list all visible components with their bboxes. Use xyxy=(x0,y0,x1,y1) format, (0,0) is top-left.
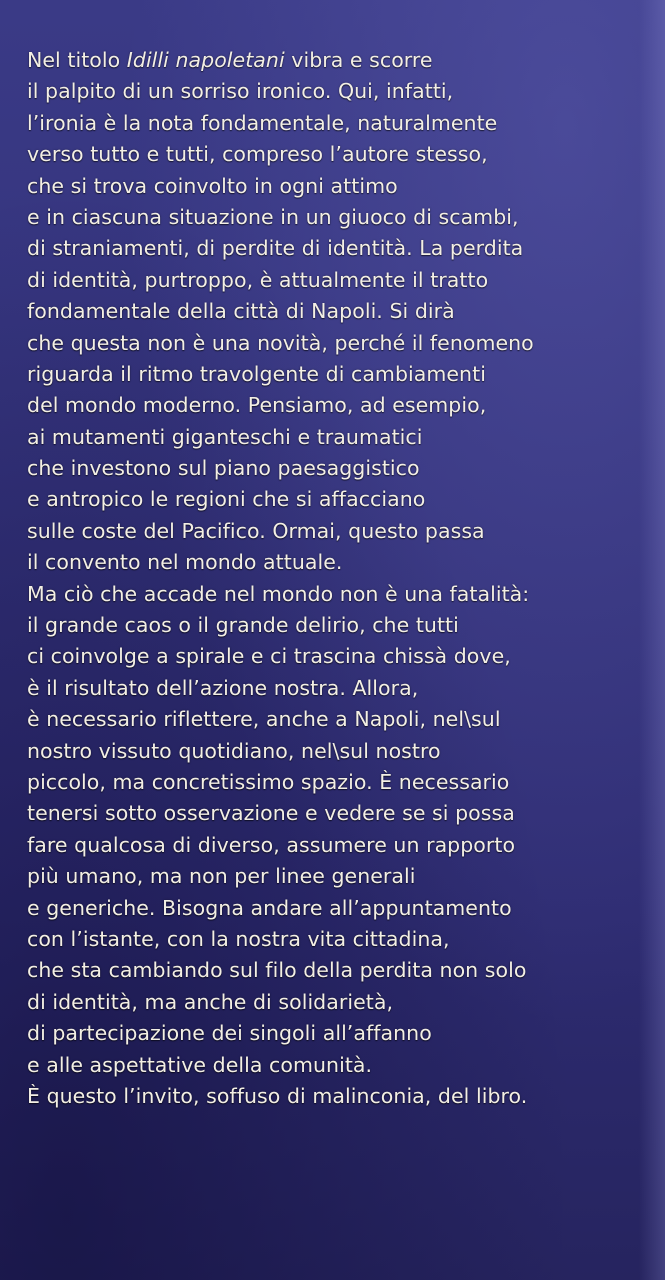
book-title: Idilli napoletani xyxy=(126,48,285,72)
blurb-line: il convento nel mondo attuale. xyxy=(27,550,343,575)
blurb-line: il grande caos o il grande delirio, che tutti xyxy=(27,613,459,638)
blurb-line xyxy=(27,45,652,76)
blurb-line: fare qualcosa di diverso, assumere un rapporto xyxy=(27,832,516,857)
blurb-line: e in ciascuna situazione in un giuoco di scambi, xyxy=(27,204,519,229)
blurb-line: tenersi sotto osservazione e vedere se si possa xyxy=(27,801,515,826)
blurb-line: e antropico le regioni che si affacciano xyxy=(27,487,426,512)
blurb-line: di partecipazione dei singoli all’affanno xyxy=(27,1021,432,1046)
blurb-line: con l’istante, con la nostra vita cittadina, xyxy=(27,926,450,951)
blurb-line: ai mutamenti giganteschi e traumatici xyxy=(27,424,423,449)
blurb-line: che sta cambiando sul filo della perdita non solo xyxy=(27,958,527,983)
blurb-line: più umano, ma non per linee generali xyxy=(27,864,416,889)
blurb-line: sulle coste del Pacifico. Ormai, questo passa xyxy=(27,518,485,543)
blurb-line: che questa non è una novità, perché il fenomeno xyxy=(27,330,534,355)
blurb-line-prefix: Nel titolo xyxy=(27,48,127,72)
blurb-line: riguarda il ritmo travolgente di cambiamenti xyxy=(27,361,486,386)
blurb-line: verso tutto e tutti, compreso l’autore stesso, xyxy=(27,142,488,167)
blurb-line: di identità, purtroppo, è attualmente il tratto xyxy=(27,267,489,292)
blurb-line: che si trova coinvolto in ogni attimo xyxy=(27,173,398,198)
blurb-line: di straniamenti, di perdite di identità. La perdita xyxy=(27,236,524,261)
blurb-line: Ma ciò che accade nel mondo non è una fatalità: xyxy=(27,581,530,606)
blurb-line: fondamentale della città di Napoli. Si dirà xyxy=(27,299,455,324)
blurb-line: ci coinvolge a spirale e ci trascina chissà dove, xyxy=(27,644,511,669)
blurb-line: del mondo moderno. Pensiamo, ad esempio, xyxy=(27,393,487,418)
blurb-line: che investono sul piano paesaggistico xyxy=(27,456,420,481)
blurb-line: e alle aspettative della comunità. xyxy=(27,1052,373,1077)
blurb-line: l’ironia è la nota fondamentale, naturalmente xyxy=(27,110,498,135)
blurb-line: è il risultato dell’azione nostra. Allora, xyxy=(27,675,419,700)
blurb-text xyxy=(27,45,652,1112)
blurb-line: il palpito di un sorriso ironico. Qui, infatti, xyxy=(27,79,454,104)
blurb-line: è necessario riflettere, anche a Napoli, nel\sul xyxy=(27,707,501,732)
blurb-line-suffix: vibra e scorre xyxy=(284,48,433,72)
blurb-line: di identità, ma anche di solidarietà, xyxy=(27,989,394,1014)
blurb-line: piccolo, ma concretissimo spazio. È necessario xyxy=(27,769,510,794)
blurb-line: È questo l’invito, soffuso di malinconia, del libro. xyxy=(27,1083,528,1108)
blurb-line: e generiche. Bisogna andare all’appuntamento xyxy=(27,895,512,920)
blurb-line: nostro vissuto quotidiano, nel\sul nostro xyxy=(27,738,441,763)
